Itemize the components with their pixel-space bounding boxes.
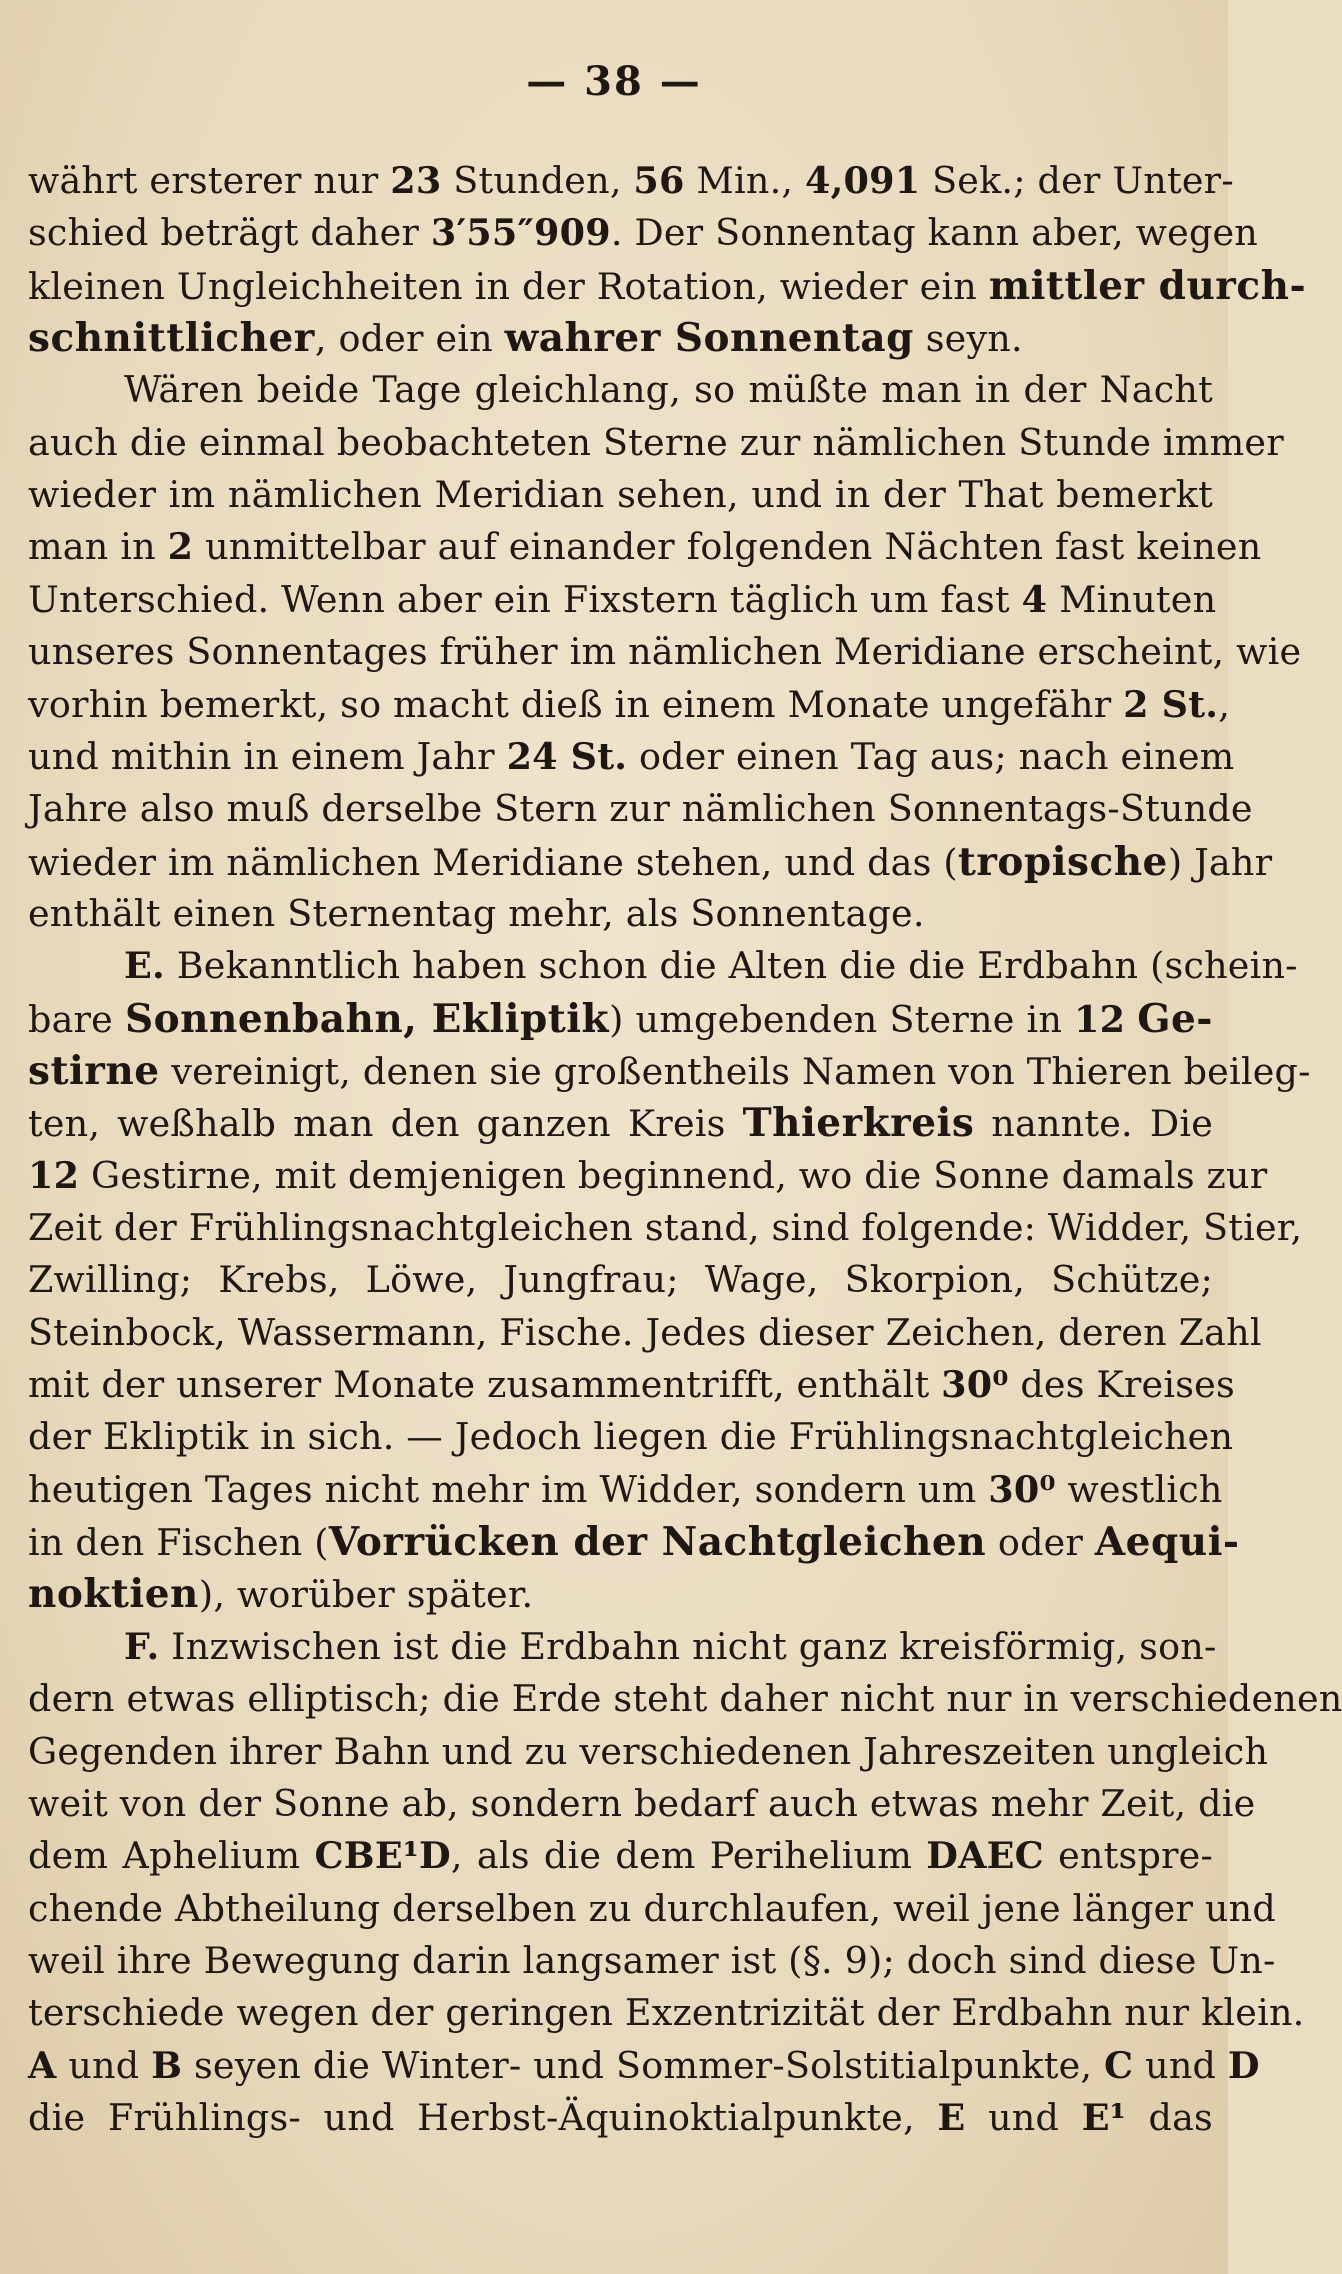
text-segment: man in: [28, 525, 168, 569]
text-segment: 3′55″909: [430, 211, 611, 255]
text-line: [28, 1359, 1235, 1411]
text-line: [28, 574, 1217, 626]
text-segment: F.: [124, 1624, 160, 1668]
text-segment: und: [965, 2095, 1082, 2139]
emphasized-term: noktien: [28, 1571, 199, 1618]
text-segment: E: [937, 2095, 966, 2139]
text-segment: die Frühlings- und Herbst-Äquinoktialpunkte,: [28, 2095, 938, 2139]
text-segment: vorhin bemerkt, so macht dieß in einem Monate ungefähr: [28, 682, 1124, 726]
text-segment: vereinigt, denen sie großentheils Namen von Thieren beileg-: [159, 1049, 1311, 1093]
text-segment: dem Aphelium: [28, 1834, 315, 1878]
text-segment: ) Jahr: [1167, 840, 1273, 884]
text-segment: kleinen Ungleichheiten in der Rotation, wieder ein: [28, 264, 989, 308]
text-line: [28, 521, 1262, 573]
text-segment: wieder im nämlichen Meridiane stehen, und das (: [28, 840, 958, 884]
text-segment: B: [151, 2043, 183, 2087]
text-segment: 23: [390, 159, 442, 202]
text-line: [28, 1621, 1217, 1673]
text-segment: enthält einen Sternentag mehr, als Sonnentage.: [28, 891, 925, 935]
text-segment: 2: [167, 525, 194, 569]
text-line: [28, 1254, 1213, 1306]
text-line: [28, 1097, 1213, 1149]
text-segment: unseres Sonnentages früher im nämlichen Meridiane erscheint, wie: [28, 630, 1302, 674]
emphasized-term: mittler durch-: [988, 262, 1307, 309]
text-segment: ,: [1218, 682, 1230, 726]
text-segment: Zwilling; Krebs, Löwe, Jungfrau; Wage, Skorpion, Schütze;: [28, 1258, 1213, 1302]
text-line: [28, 155, 1234, 207]
text-segment: 30⁰: [988, 1467, 1056, 1511]
text-line: [28, 312, 1213, 364]
emphasized-term: Ge-: [1137, 995, 1213, 1042]
text-line: [28, 888, 1213, 940]
text-segment: Steinbock, Wassermann, Fische. Jedes dieser Zeichen, deren Zahl: [28, 1310, 1262, 1354]
text-segment: [1125, 998, 1137, 1041]
text-segment: chende Abtheilung derselben zu durchlaufen, weil jene länger und: [28, 1886, 1276, 1930]
text-segment: Jahre also muß derselbe Stern zur nämlichen Sonnentags-Stunde: [28, 787, 1253, 831]
text-segment: , oder ein: [314, 317, 505, 361]
text-line: [28, 626, 1302, 678]
text-segment: ) umgebenden Sterne in: [609, 997, 1075, 1041]
emphasized-term: Sonnenbahn, Ekliptik: [124, 995, 610, 1042]
text-segment: westlich: [1055, 1467, 1223, 1511]
text-line: [28, 364, 1213, 416]
text-segment: 4,091: [805, 159, 921, 202]
text-segment: Stunden,: [441, 159, 634, 202]
text-line: [28, 1778, 1256, 1830]
text-line: [28, 993, 1213, 1045]
text-line: [28, 469, 1213, 521]
text-segment: C: [1104, 2043, 1134, 2087]
text-segment: CBE¹D: [314, 1834, 451, 1878]
text-segment: Gestirne, mit demjenigen beginnend, wo die Sonne damals zur: [79, 1153, 1268, 1197]
text-segment: dern etwas elliptisch; die Erde steht daher nicht nur in verschiedenen: [28, 1677, 1342, 1721]
emphasized-term: wahrer Sonnentag: [504, 315, 914, 362]
text-line: [28, 417, 1284, 469]
text-segment: 56: [633, 159, 685, 202]
text-segment: DAEC: [926, 1834, 1044, 1878]
text-segment: . Der Sonnentag kann aber, wegen: [610, 211, 1259, 255]
text-segment: entspre-: [1043, 1834, 1213, 1878]
text-segment: mit der unserer Monate zusammentrifft, enthält: [28, 1363, 942, 1407]
text-segment: E¹: [1081, 2095, 1126, 2139]
text-line: [28, 1568, 1213, 1620]
emphasized-term: Aequi-: [1094, 1519, 1240, 1566]
text-segment: 12: [1074, 997, 1126, 1041]
text-line: [28, 1045, 1311, 1097]
text-segment: seyn.: [913, 317, 1023, 361]
text-segment: 30⁰: [941, 1363, 1009, 1407]
text-line: [28, 1464, 1223, 1516]
text-line: [28, 940, 1298, 992]
text-segment: und: [56, 2043, 152, 2087]
text-segment: in den Fischen (: [28, 1521, 329, 1565]
emphasized-term: Vorrücken der Nachtgleichen: [328, 1519, 987, 1566]
text-segment: Minuten: [1047, 577, 1217, 621]
text-segment: 4: [1021, 577, 1048, 621]
text-segment: 12: [28, 1153, 80, 1197]
text-segment: E.: [124, 944, 165, 988]
text-segment: unmittelbar auf einander folgenden Nächten fast keinen: [193, 525, 1262, 569]
emphasized-term: schnittlicher: [28, 315, 315, 362]
text-segment: oder einen Tag aus; nach einem: [627, 734, 1235, 778]
text-segment: 2 St.: [1123, 682, 1219, 726]
text-segment: Sek.; der Unter-: [920, 159, 1234, 202]
text-line: [28, 1987, 1305, 2039]
text-segment: 24 St.: [506, 734, 628, 778]
text-segment: heutigen Tages nicht mehr im Widder, sondern um: [28, 1467, 989, 1511]
text-line: [28, 2092, 1213, 2144]
text-segment: ten, weßhalb man den ganzen Kreis: [28, 1102, 743, 1146]
text-segment: weit von der Sonne ab, sondern bedarf auch etwas mehr Zeit, die: [28, 1781, 1256, 1825]
text-segment: Inzwischen ist die Erdbahn nicht ganz kreisförmig, son-: [159, 1624, 1217, 1668]
text-segment: Bekanntlich haben schon die Alten die die Erdbahn (schein-: [164, 944, 1298, 988]
page-number: — 38 —: [526, 58, 702, 105]
text-segment: A: [28, 2043, 57, 2087]
text-line: [28, 1830, 1213, 1882]
text-line: [28, 1307, 1262, 1359]
emphasized-term: Thierkreis: [742, 1100, 975, 1147]
text-line: [28, 1935, 1276, 1987]
text-segment: , als die dem Perihelium: [450, 1834, 927, 1878]
text-segment: währt ersterer nur: [28, 159, 391, 202]
text-segment: der Ekliptik in sich. — Jedoch liegen die Frühlingsnachtgleichen: [28, 1415, 1234, 1459]
text-line: [28, 679, 1230, 731]
text-segment: weil ihre Bewegung darin langsamer ist (§. 9); doch sind diese Un-: [28, 1938, 1276, 1982]
text-line: [28, 207, 1259, 259]
text-segment: nannte. Die: [974, 1102, 1213, 1146]
text-segment: oder: [986, 1521, 1095, 1565]
text-segment: das: [1125, 2095, 1213, 2139]
text-line: [28, 1411, 1234, 1463]
text-line: [28, 1202, 1303, 1254]
text-line: [28, 2040, 1260, 2092]
text-segment: Min.,: [684, 159, 805, 202]
text-segment: ), worüber später.: [198, 1573, 534, 1617]
emphasized-term: stirne: [28, 1047, 160, 1094]
text-segment: Wären beide Tage gleichlang, so müßte man in der Nacht: [124, 368, 1213, 412]
text-line: [28, 731, 1235, 783]
text-segment: auch die einmal beobachteten Sterne zur nämlichen Stunde immer: [28, 420, 1284, 464]
text-line: [28, 1883, 1276, 1935]
text-line: [28, 1516, 1240, 1568]
text-line: [28, 260, 1307, 312]
text-line: [28, 1726, 1269, 1778]
text-segment: wieder im nämlichen Meridian sehen, und in der That bemerkt: [28, 473, 1213, 517]
text-segment: und mithin in einem Jahr: [28, 734, 507, 778]
text-segment: Zeit der Frühlingsnachtgleichen stand, sind folgende: Widder, Stier,: [28, 1206, 1303, 1249]
text-segment: seyen die Winter- und Sommer-Solstitialpunkte,: [182, 2043, 1105, 2087]
text-line: [28, 783, 1253, 835]
text-line: [28, 1150, 1268, 1202]
text-segment: und: [1133, 2043, 1228, 2087]
text-segment: D: [1227, 2043, 1260, 2087]
text-segment: schied beträgt daher: [28, 211, 431, 255]
text-segment: terschiede wegen der geringen Exzentrizität der Erdbahn nur klein.: [28, 1991, 1305, 2035]
text-segment: Unterschied. Wenn aber ein Fixstern täglich um fast: [28, 577, 1022, 621]
text-line: [28, 1673, 1342, 1725]
text-segment: bare: [28, 997, 125, 1041]
emphasized-term: tropische: [957, 838, 1168, 885]
text-segment: des Kreises: [1008, 1363, 1235, 1407]
text-line: [28, 836, 1273, 888]
text-segment: Gegenden ihrer Bahn und zu verschiedenen Jahreszeiten ungleich: [28, 1729, 1269, 1773]
